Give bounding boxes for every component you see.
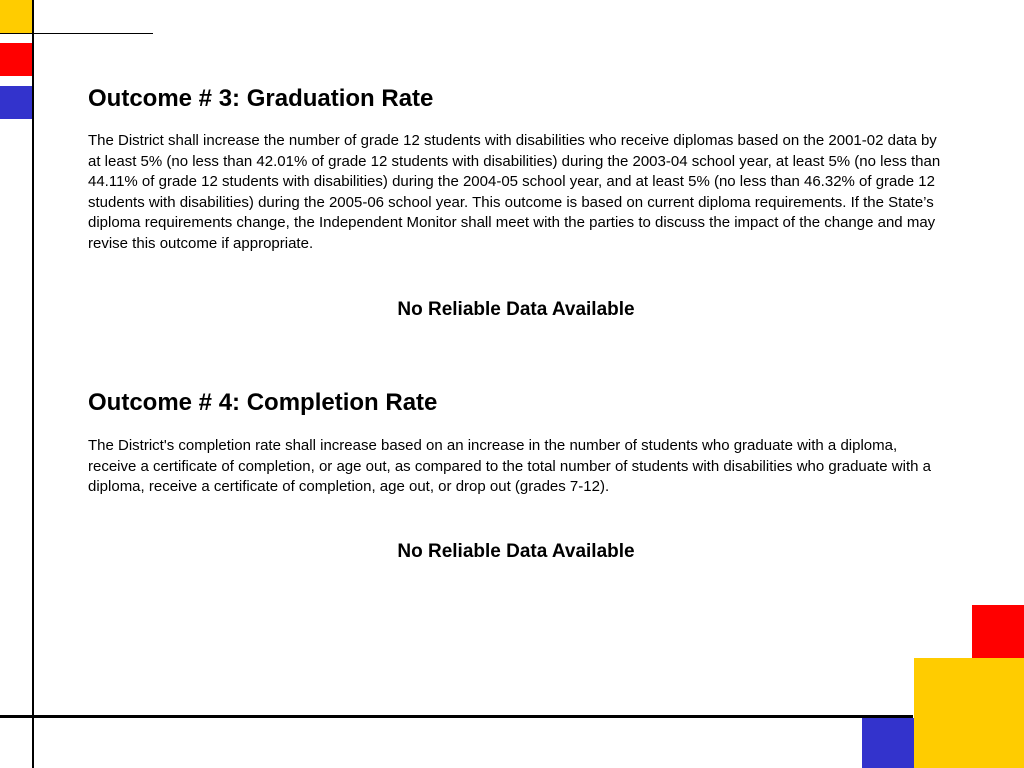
decor-blue-square-bottom: [862, 718, 914, 768]
decor-yellow-square-top: [0, 0, 33, 33]
outcome-3-description: The District shall increase the number of grade 12 students with disabilities who receive diplomas based on the 2001-02 data by at least 5% (no less than 42.01% of grade 12 students with disabilities) during the 2003-04 school year, at least 5% (no less than 44.11% of grade 12 students with disabilities) during the 2004-05 school year, and at least 5% (no less than 46.32% of grade 12 students with disabilities) during the 2005-06 school year. This outcome is based on current diploma requirements. If the State’s diploma requirements change, the Independent Monitor shall meet with the parties to discuss the impact of the change and may revise this outcome if appropriate.: [88, 132, 941, 252]
decor-red-square-top: [0, 43, 33, 76]
outcome-4-status: No Reliable Data Available: [397, 540, 635, 562]
decor-top-rule: [0, 33, 153, 34]
outcome-4-title: Outcome # 4: Completion Rate: [88, 389, 438, 416]
decor-red-square-bottom: [972, 605, 1024, 658]
decor-yellow-square-bottom: [914, 658, 1024, 768]
outcome-4-description: The District's completion rate shall increase based on an increase in the number of students who graduate with a diploma, receive a certificate of completion, or age out, as compared to the total number of students with disabilities who graduate with a diploma, receive a certificate of completion, age out, or drop out (grades 7-12).: [88, 437, 931, 495]
decor-blue-square-top: [0, 86, 33, 119]
slide-content: [88, 84, 944, 564]
decor-bottom-rule: [0, 715, 913, 718]
outcome-3-title: Outcome # 3: Graduation Rate: [88, 85, 434, 112]
outcome-3-status: No Reliable Data Available: [397, 299, 635, 320]
decor-left-rule: [32, 0, 34, 768]
